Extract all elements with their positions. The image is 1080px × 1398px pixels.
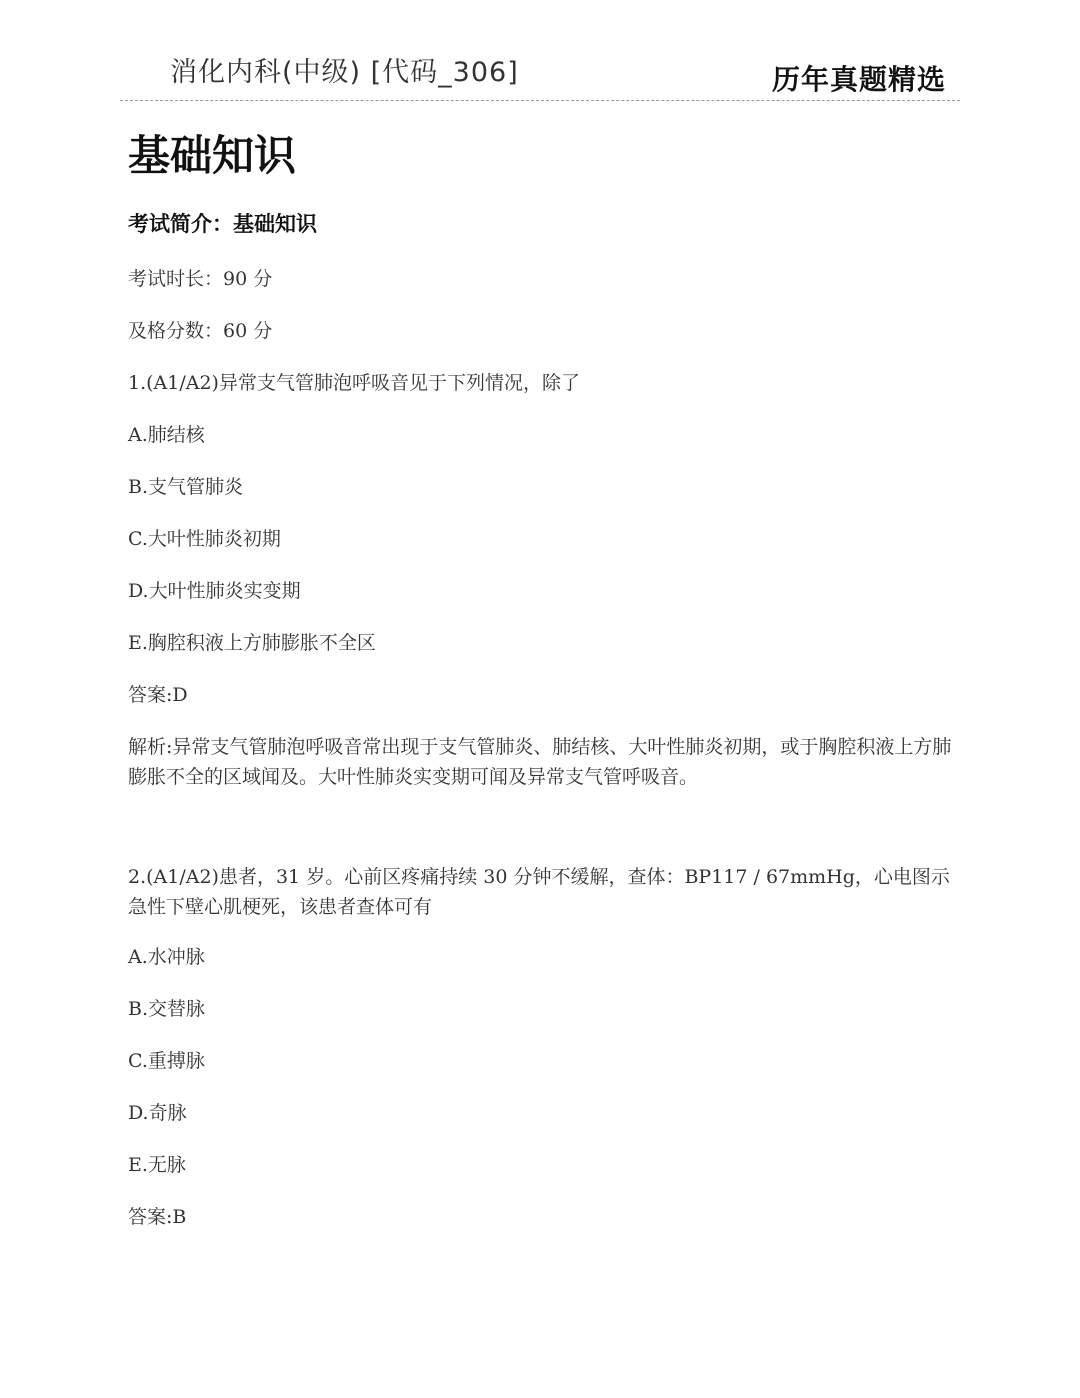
question-option: D.大叶性肺炎实变期 xyxy=(128,580,301,602)
header-divider xyxy=(120,100,960,101)
exam-duration: 考试时长：90 分 xyxy=(128,268,273,290)
question-option: A.肺结核 xyxy=(128,424,205,446)
page-title: 基础知识 xyxy=(128,131,297,180)
question-option: B.支气管肺炎 xyxy=(128,476,244,498)
question-option: A.水冲脉 xyxy=(128,946,205,968)
question-option: B.交替脉 xyxy=(128,998,206,1020)
question-option: E.胸腔积液上方肺膨胀不全区 xyxy=(128,632,376,654)
exam-pass-score: 及格分数：60 分 xyxy=(128,320,273,342)
question-option: C.重搏脉 xyxy=(128,1050,205,1072)
question-stem: 1.(A1/A2)异常支气管肺泡呼吸音见于下列情况，除了 xyxy=(128,372,580,394)
exam-intro: 考试简介：基础知识 xyxy=(128,212,317,236)
question-option: C.大叶性肺炎初期 xyxy=(128,528,281,550)
question-option: D.奇脉 xyxy=(128,1102,187,1124)
course-title: 消化内科(中级) [代码_306] xyxy=(170,57,519,88)
question-option: E.无脉 xyxy=(128,1154,186,1176)
question-answer: 答案:B xyxy=(128,1206,187,1228)
question-stem: 2.(A1/A2)患者，31 岁。心前区疼痛持续 30 分钟不缓解，查体：BP117 / 67mmHg，心电图示急性下壁心肌梗死，该患者查体可有 xyxy=(128,866,950,918)
series-title: 历年真题精选 xyxy=(771,63,946,96)
question-answer: 答案:D xyxy=(128,684,188,706)
question-analysis: 解析:异常支气管肺泡呼吸音常出现于支气管肺炎、肺结核、大叶性肺炎初期，或于胸腔积液上方肺膨胀不全的区域闻及。大叶性肺炎实变期可闻及异常支气管呼吸音。 xyxy=(128,736,952,788)
